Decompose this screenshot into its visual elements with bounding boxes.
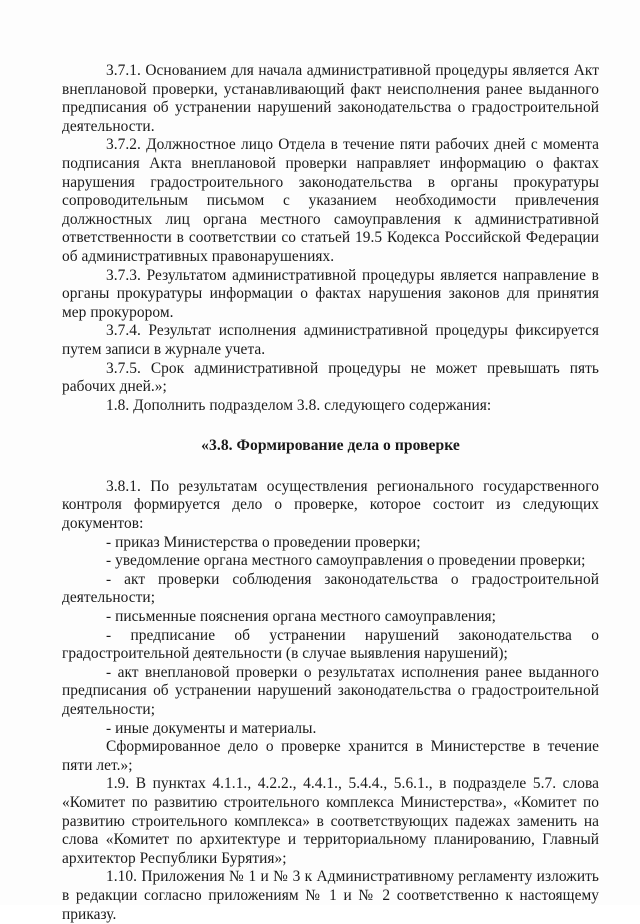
paragraph-3-7-4: 3.7.4. Результат исполнения административной процедуры фиксируется путем записи в журнале учета. — [62, 322, 599, 358]
list-item: - предписание об устранении нарушений законодательства о градостроительной деятельности (в случае выявления нарушений); — [62, 626, 599, 663]
paragraph-3-7-2: 3.7.2. Должностное лицо Отдела в течение пяти рабочих дней с момента подписания Акта внеплановой проверки направляет информацию о фактах нарушения градостроительного законодательства в органы прокуратуры сопроводительным письмом с указанием необходимости привлечения должностных лиц органа местного самоуправления к административной ответственности в соответствии со статьей 19.5 Кодекса Российской Федерации об административных правонарушениях. — [62, 136, 599, 265]
paragraph-3-8-1: 3.8.1. По результатам осуществления регионального государственного контроля формируется дело о проверке, которое состоит из следующих документов: — [62, 477, 599, 533]
list-item: - уведомление органа местного самоуправления о проведении проверки; — [106, 552, 586, 570]
paragraph-1-10: 1.10. Приложения № 1 и № 3 к Административному регламенту изложить в редакции согласно приложениям № 1 и № 2 соответственно к настоящему приказу. — [62, 868, 599, 923]
list-item: - приказ Министерства о проведении проверки; — [106, 533, 421, 551]
paragraph-1-8: 1.8. Дополнить подразделом 3.8. следующего содержания: — [106, 396, 492, 414]
list-item: - иные документы и материалы. — [106, 719, 317, 737]
paragraph-3-7-3: 3.7.3. Результатом административной процедуры является направление в органы прокуратуры информации о фактах нарушения законов для принятия мер прокурором. — [62, 266, 599, 321]
paragraph-1-9: 1.9. В пунктах 4.1.1., 4.2.2., 4.4.1., 5.4.4., 5.6.1., в подразделе 5.7. слова «Комитет по развитию строительного комплекса Министерства», «Комитет по развитию строительного комплекса» в соответствующих падежах заменить на слова «Комитет по архитектуре и территориальному планированию, Главный архитектор Республики Бурятия»; — [62, 775, 599, 867]
list-item: - письменные пояснения органа местного самоуправления; — [106, 608, 496, 626]
paragraph-3-7-1: 3.7.1. Основанием для начала административной процедуры является Акт внеплановой проверки, устанавливающий факт неисполнения ранее выданного предписания об устранении нарушений законодательства о градостроительной деятельности. — [62, 62, 599, 135]
document-body — [62, 62, 599, 924]
list-item: - акт внеплановой проверки о результатах исполнения ранее выданного предписания об устранении нарушений законодательства о градостроительной деятельности; — [62, 663, 599, 718]
list-item: - акт проверки соблюдения законодательства о градостроительной деятельности; — [62, 570, 599, 607]
paragraph-3-7-5: 3.7.5. Срок административной процедуры не может превышать пять рабочих дней.»; — [62, 359, 599, 396]
paragraph-storage: Сформированное дело о проверке хранится в Министерстве в течение пяти лет.»; — [62, 738, 599, 774]
section-heading-3-8: «3.8. Формирование дела о проверке — [201, 437, 460, 455]
